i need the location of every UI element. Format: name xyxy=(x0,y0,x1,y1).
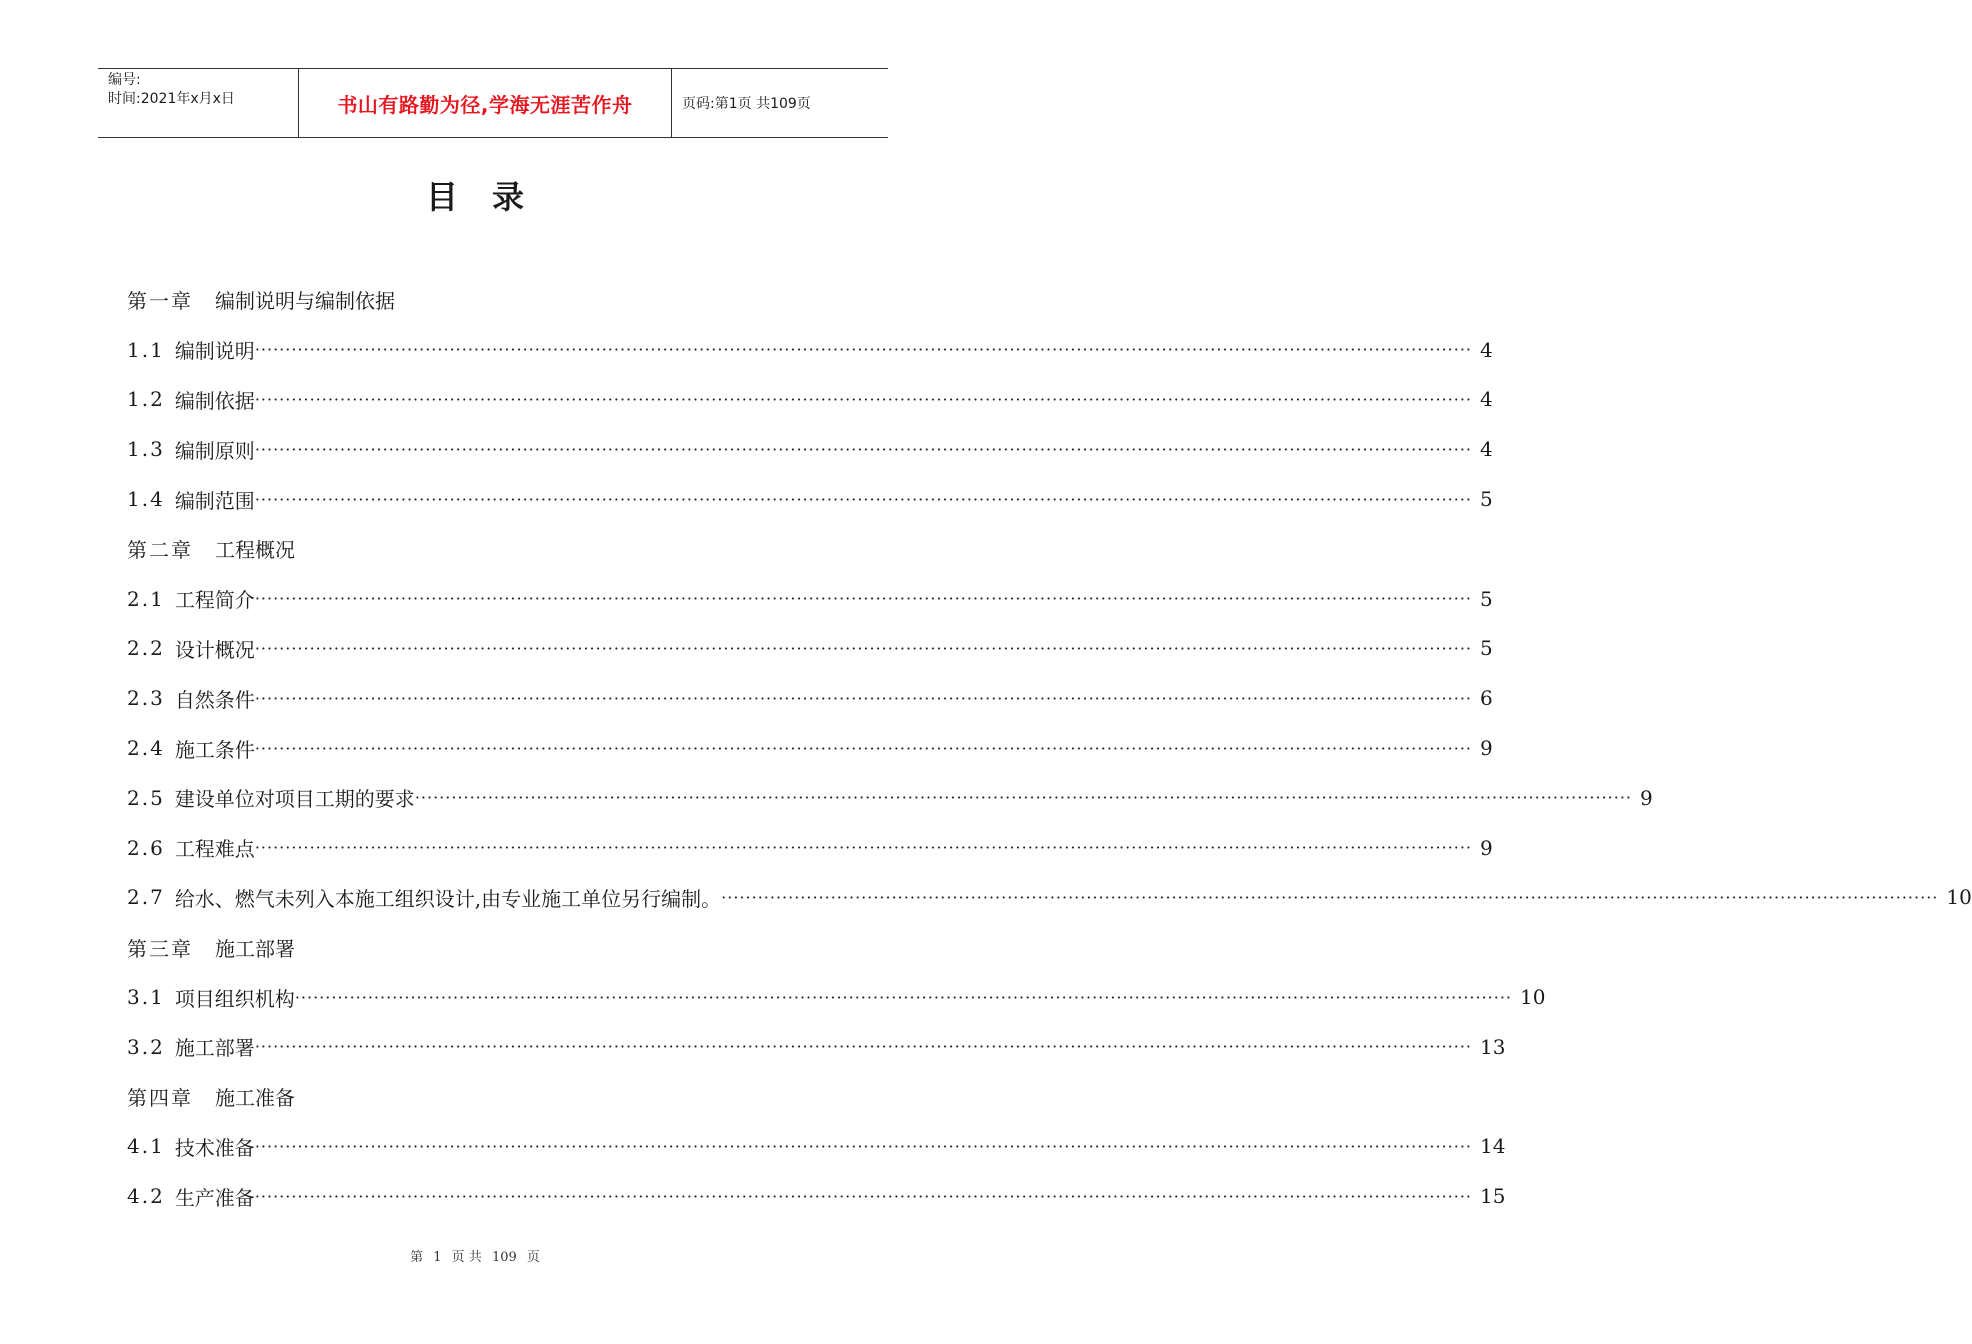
toc-entry-number: 3.1 xyxy=(127,985,165,1010)
toc-entry-label: 自然条件 xyxy=(174,687,255,712)
toc-leader-dots: ········································································································································································································ xyxy=(294,987,1512,1007)
toc-entry-label: 生产准备 xyxy=(174,1185,255,1210)
toc-section[interactable] xyxy=(127,325,1493,375)
toc-entry-number: 2.1 xyxy=(127,586,165,611)
toc-entry-label: 工程简介 xyxy=(174,588,255,613)
toc-section[interactable] xyxy=(127,1171,1506,1221)
toc-entry-number: 2.5 xyxy=(127,785,165,810)
toc-leader-dots: ········································································································································································································ xyxy=(254,589,1472,609)
header-time-label: 时间:2021年x月x日 xyxy=(108,91,235,107)
footer-mid: 页 共 xyxy=(451,1250,482,1265)
toc-entry-page: 9 xyxy=(1640,785,1653,810)
toc-leader-dots: ········································································································································································································ xyxy=(254,1136,1472,1156)
toc-entry-page: 9 xyxy=(1480,835,1493,860)
toc-leader-dots: ········································································································································································································ xyxy=(254,439,1472,459)
toc-entry-page: 10 xyxy=(1946,885,1972,910)
header-motto: 书山有路勤为径,学海无涯苦作舟 xyxy=(299,69,672,137)
toc-entry-label: 编制说明 xyxy=(174,339,255,364)
toc-entry-label: 施工准备 xyxy=(215,1086,295,1111)
toc-section[interactable] xyxy=(127,873,1972,923)
toc-entry-number: 4.2 xyxy=(127,1184,165,1209)
toc-entry-label: 编制说明与编制依据 xyxy=(215,289,395,314)
toc-entry-number: 第二章 xyxy=(127,538,193,563)
header-page-label: 页码:第1页 共109页 xyxy=(682,96,811,112)
toc-section[interactable] xyxy=(127,1122,1506,1172)
toc-entry-number: 第一章 xyxy=(127,289,193,314)
toc-entry-label: 施工条件 xyxy=(174,737,255,762)
toc-entry-page: 4 xyxy=(1480,437,1493,462)
toc-entry-page: 13 xyxy=(1480,1034,1506,1059)
toc-entry-number: 2.7 xyxy=(127,885,165,910)
toc-section[interactable] xyxy=(127,723,1493,773)
toc-leader-dots: ········································································································································································································ xyxy=(254,838,1472,858)
toc-leader-dots: ········································································································································································································ xyxy=(254,389,1472,409)
toc-section[interactable] xyxy=(127,574,1493,624)
toc-section[interactable] xyxy=(127,424,1493,474)
toc-section[interactable] xyxy=(127,673,1493,723)
toc-entry-page: 6 xyxy=(1480,686,1493,711)
toc-section[interactable] xyxy=(127,624,1493,674)
toc-section[interactable] xyxy=(127,375,1493,425)
toc-entry-label: 工程难点 xyxy=(174,837,255,862)
toc-entry-number: 2.2 xyxy=(127,636,165,661)
toc-leader-dots: ········································································································································································································ xyxy=(254,738,1472,758)
toc-entry-page: 4 xyxy=(1480,337,1493,362)
toc-entry-page: 5 xyxy=(1480,487,1493,512)
toc-entry-page: 9 xyxy=(1480,736,1493,761)
toc-leader-dots: ········································································································································································································ xyxy=(721,887,1939,907)
toc-entry-number: 3.2 xyxy=(127,1034,165,1059)
toc-entry-page: 10 xyxy=(1520,985,1546,1010)
footer-total-pages: 109 xyxy=(491,1250,517,1265)
toc-entry-label: 项目组织机构 xyxy=(174,986,295,1011)
toc-chapter[interactable] xyxy=(127,524,855,574)
toc-section[interactable] xyxy=(127,474,1493,524)
toc-entry-label: 设计概况 xyxy=(174,637,255,662)
toc-entry-number: 2.3 xyxy=(127,686,165,711)
footer-page-number: 1 xyxy=(433,1250,442,1265)
toc-entry-number: 1.1 xyxy=(127,337,165,362)
toc-leader-dots: ········································································································································································································ xyxy=(254,489,1472,509)
toc-entry-number: 2.6 xyxy=(127,835,165,860)
toc-section[interactable] xyxy=(127,773,1653,823)
toc-entry-label: 编制依据 xyxy=(174,388,255,413)
toc-entry-label: 工程概况 xyxy=(215,538,295,563)
toc-leader-dots: ········································································································································································································ xyxy=(254,1186,1472,1206)
toc-section[interactable] xyxy=(127,823,1493,873)
footer-prefix: 第 xyxy=(410,1250,424,1265)
toc-entry-label: 编制原则 xyxy=(174,438,255,463)
header-meta-cell xyxy=(98,69,299,137)
toc-leader-dots: ········································································································································································································ xyxy=(254,688,1472,708)
toc-entry-label: 技术准备 xyxy=(174,1135,255,1160)
toc-section[interactable] xyxy=(127,972,1546,1022)
toc-entry-page: 5 xyxy=(1480,586,1493,611)
header-id-label: 编号: xyxy=(108,72,141,88)
toc-entry-number: 2.4 xyxy=(127,736,165,761)
toc-entry-number: 第三章 xyxy=(127,936,193,961)
toc-entry-page: 14 xyxy=(1480,1134,1506,1159)
toc-entry-label: 编制范围 xyxy=(174,488,255,513)
toc-leader-dots: ········································································································································································································ xyxy=(254,638,1472,658)
toc-entry-label: 给水、燃气未列入本施工组织设计,由专业施工单位另行编制。 xyxy=(174,886,722,911)
toc-entry-number: 1.4 xyxy=(127,487,165,512)
table-of-contents xyxy=(127,275,1972,1221)
toc-leader-dots: ········································································································································································································ xyxy=(254,1037,1472,1057)
toc-entry-label: 施工部署 xyxy=(215,936,295,961)
toc-chapter[interactable] xyxy=(127,1072,855,1122)
toc-title: 目录 xyxy=(425,178,558,216)
toc-leader-dots: ········································································································································································································ xyxy=(414,788,1632,808)
toc-entry-number: 1.3 xyxy=(127,437,165,462)
toc-entry-number: 4.1 xyxy=(127,1134,165,1159)
toc-entry-number: 1.2 xyxy=(127,387,165,412)
toc-chapter[interactable] xyxy=(127,922,855,972)
toc-entry-page: 15 xyxy=(1480,1184,1506,1209)
toc-leader-dots: ········································································································································································································ xyxy=(254,340,1472,360)
page-header xyxy=(98,68,888,138)
toc-entry-page: 4 xyxy=(1480,387,1493,412)
toc-entry-label: 施工部署 xyxy=(174,1036,255,1061)
toc-entry-number: 第四章 xyxy=(127,1086,193,1111)
toc-chapter[interactable] xyxy=(127,275,855,325)
toc-section[interactable] xyxy=(127,1022,1506,1072)
page-footer xyxy=(0,1246,950,1265)
footer-suffix: 页 xyxy=(526,1250,540,1265)
toc-entry-page: 5 xyxy=(1480,636,1493,661)
toc-entry-label: 建设单位对项目工期的要求 xyxy=(174,787,415,812)
